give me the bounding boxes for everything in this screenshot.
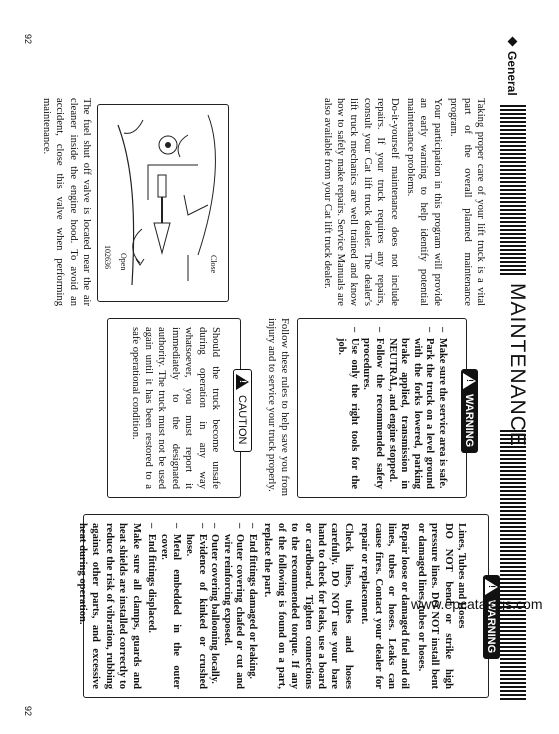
caution-sign (233, 369, 252, 452)
warning-item: – Park the truck on a level ground with the forks lowered, parking brake applied, transmission in NEUTRAL, and engine stopped. (385, 327, 435, 489)
left-column (317, 98, 487, 306)
intro-paragraph: Taking proper care of your lift truck is a vital part of the overall planned maintenance program. (448, 98, 486, 306)
caution-label: CAUTION (236, 395, 249, 445)
warning-triangle-icon (485, 579, 498, 595)
hose-defect-item: – Outer covering chafed or cut and wire reinforcing exposed. (220, 523, 245, 689)
warning-list (335, 327, 448, 489)
warning-item: – Follow the recommended safety procedures. (360, 327, 385, 489)
diamond-icon (508, 37, 518, 47)
hose-defect-item: – Evidence of kinked or crushed hose. (182, 523, 207, 689)
header-bars-left (500, 105, 526, 275)
section-label-text: General (505, 51, 519, 96)
follow-rules-text (261, 318, 291, 496)
hoses-heading: Lines, Tubes and Hoses (456, 523, 467, 629)
warning-triangle-icon (463, 373, 476, 389)
fuel-valve-figure (97, 104, 229, 302)
watermark: www.epcatalogs.com (411, 596, 543, 612)
figure-id: 102636 (103, 245, 112, 269)
warning-label-right: WARNING (485, 600, 498, 654)
warning-item: – Make sure the service area is safe. (435, 327, 448, 489)
warning-box-middle (297, 318, 476, 498)
hose-defect-item: – Outer covering ballooning locally. (208, 523, 221, 689)
label-close: Close (209, 255, 218, 274)
section-label (505, 38, 519, 96)
hoses-paragraph-2: Repair loose or damaged fuel and oil lines, tubes or hoses. Leaks can cause fires. Contact your dealer for repair or replacement. (359, 523, 411, 689)
page-number-left: 92 (23, 34, 33, 45)
hoses-paragraph-4: Make sure all clamps, guards and heat shields are installed correctly to reduce the risk of vibration, rubbing against other parts, and excessive heat during operation. (76, 523, 142, 689)
caution-triangle-icon (236, 374, 249, 390)
hose-defect-list (145, 523, 258, 689)
warning-label: WARNING (463, 394, 476, 448)
left-caption (36, 98, 93, 306)
caution-text: Should the truck become unsafe during operation in any way whatsoever, you must report it immediately to the designated authority. The truck must not be used again until it has been restored to a safe operational condition. (129, 327, 221, 489)
label-open: Open (119, 253, 128, 271)
fuel-valve-caption: The fuel shut off valve is located near the air cleaner inside the engine hood. To avoid an accident, close this valve when performing maintenance. (40, 98, 92, 306)
hoses-paragraph-3: Check lines, tubes and hoses carefully. DO NOT use your bare hand to check for leaks, use a board or cardboard. Tighten connections to the recommended torque. If any of the following is found on a part, replace the part. (262, 523, 354, 689)
participation-paragraph: Your participation in this program will provide an early warning to help identify potential maintenance problems. (404, 98, 443, 306)
repairs-paragraph: Do-it-yourself maintenance does not include repairs. If your truck requires any repairs, consult your Cat lift truck dealer. The dealer's lift truck mechanics are well trained and know how to safely make repairs. Service Manuals are also available from your Cat lift truck dealer. (321, 98, 400, 306)
hose-defect-item: – End fittings damaged or leaking. (245, 523, 258, 689)
warning-sign (461, 369, 478, 453)
header-bars-right (500, 430, 526, 702)
hose-defect-item: – Metal embedded in the outer cover. (157, 523, 182, 689)
warning-item: – Use only the right tools for the job. (335, 327, 360, 489)
caution-box (107, 318, 249, 498)
hose-defect-item: – End fittings displaced. (145, 523, 158, 689)
page-number-right: 92 (23, 706, 33, 717)
page-title: MAINTENANCE (506, 283, 529, 447)
hoses-paragraph-1: DO NOT bend or strike high pressure lines. DO NOT install bent or damaged lines, tubes or hoses. (415, 523, 454, 689)
warning-sign-right (483, 575, 500, 659)
follow-rules-paragraph: Follow these rules to help save you from injury and to service your truck properly. (265, 318, 290, 496)
